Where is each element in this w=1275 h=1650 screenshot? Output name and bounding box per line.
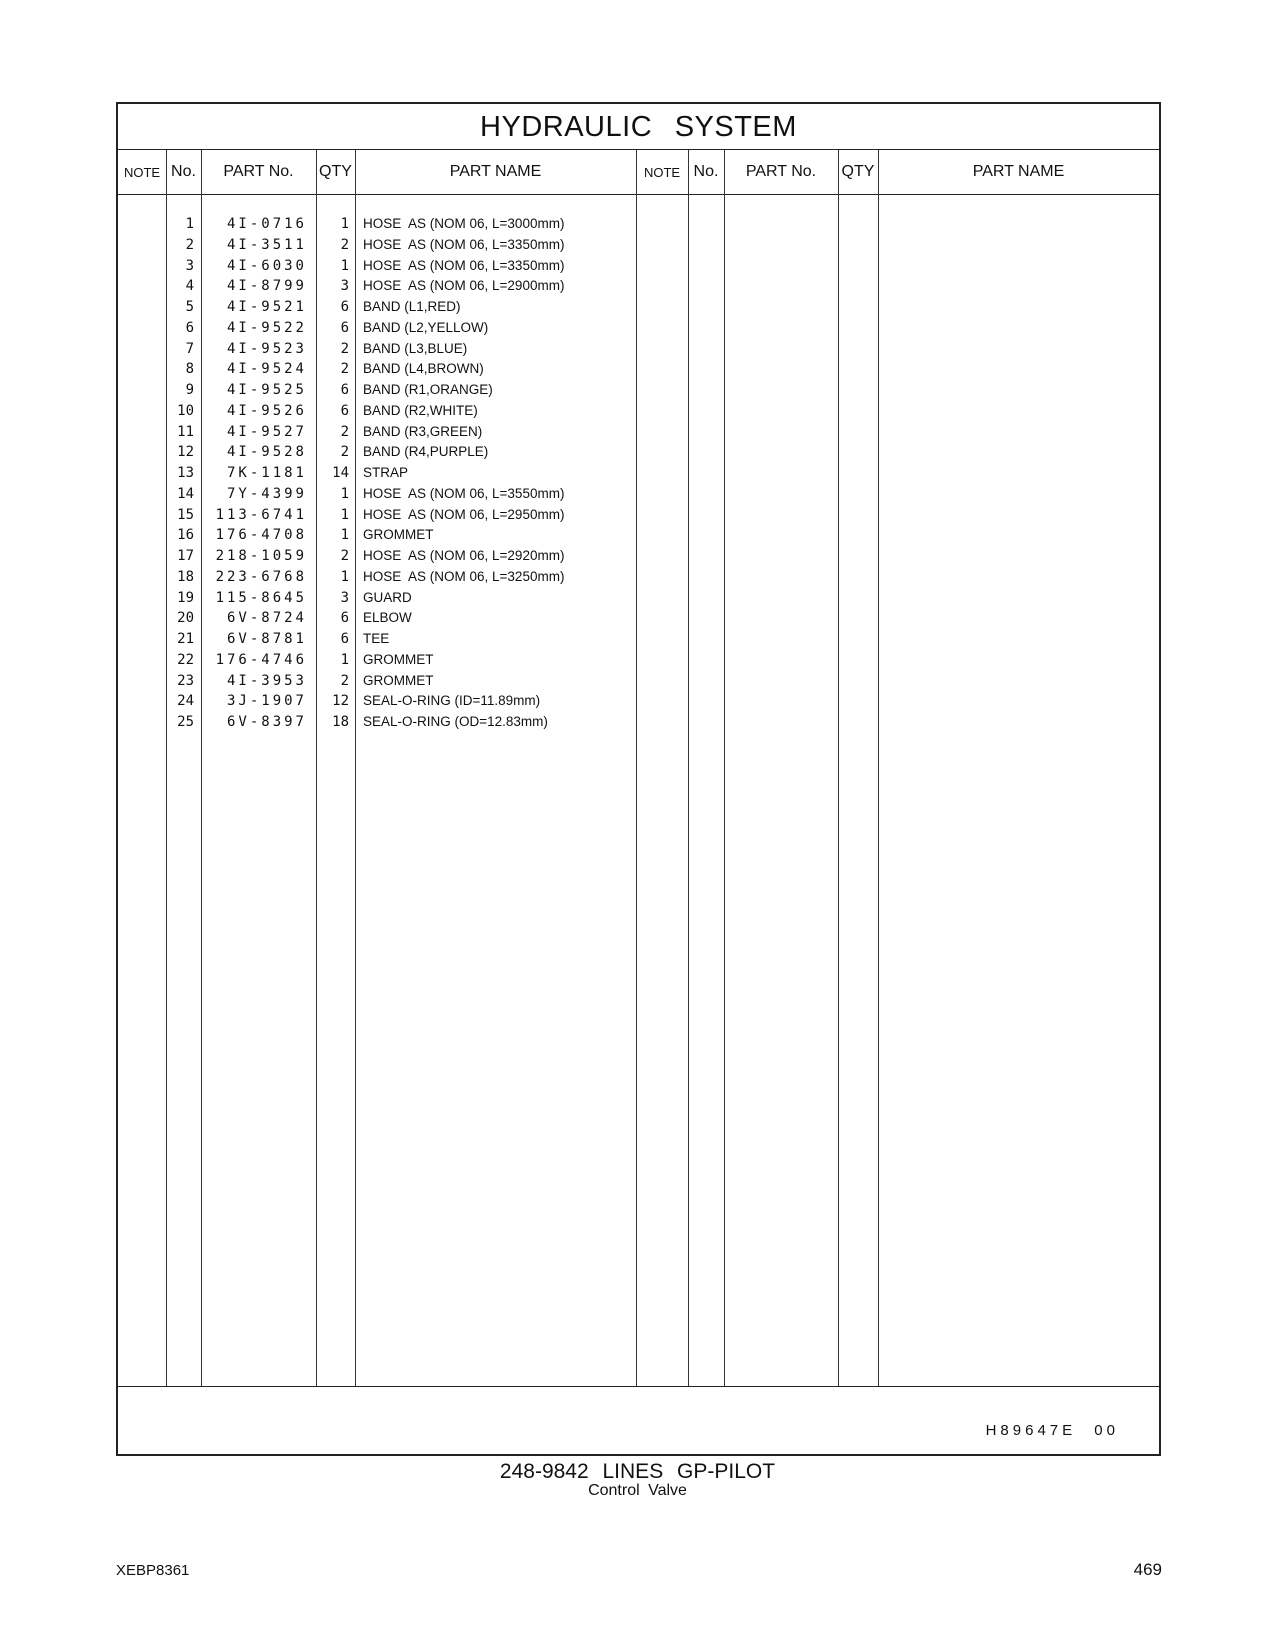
quantity: 18 xyxy=(332,714,349,730)
part-name: SEAL-O-RING (ID=11.89mm) xyxy=(363,693,541,709)
part-number: 113-6741 xyxy=(215,506,307,523)
column-divider xyxy=(878,150,879,1386)
part-number: 4I-3953 xyxy=(226,672,307,689)
item-number: 7 xyxy=(185,340,194,357)
item-number: 13 xyxy=(177,465,194,481)
quantity: 2 xyxy=(340,548,349,564)
column-divider xyxy=(688,150,689,1386)
parts-table-frame xyxy=(116,102,1161,1456)
col-header-note: NOTE xyxy=(123,164,161,180)
group-title: 248-9842 LINES GP-PILOT xyxy=(499,1460,776,1483)
item-number: 5 xyxy=(185,299,194,315)
part-name: GROMMET xyxy=(363,672,434,688)
item-number: 20 xyxy=(177,610,194,627)
part-name: BAND (R2,WHITE) xyxy=(363,402,478,418)
part-name: BAND (L3,BLUE) xyxy=(363,340,468,356)
item-number: 14 xyxy=(177,485,194,502)
column-divider xyxy=(838,150,839,1386)
part-name: HOSE AS (NOM 06, L=2900mm) xyxy=(363,278,565,294)
item-number: 23 xyxy=(177,672,194,689)
part-name: HOSE AS (NOM 06, L=3250mm) xyxy=(363,568,565,584)
quantity: 1 xyxy=(340,568,349,585)
item-number: 19 xyxy=(177,589,194,606)
col-header-part-name: PART NAME xyxy=(449,163,542,180)
part-name: HOSE AS (NOM 06, L=3550mm) xyxy=(363,485,565,501)
part-number: 4I-8799 xyxy=(226,278,307,295)
item-number: 1 xyxy=(185,216,194,232)
item-number: 2 xyxy=(185,236,194,253)
part-number: 4I-9526 xyxy=(226,402,307,419)
part-number: 6V-8724 xyxy=(226,610,307,627)
part-name: ELBOW xyxy=(363,610,412,626)
quantity: 1 xyxy=(340,506,349,523)
part-name: HOSE AS (NOM 06, L=3350mm) xyxy=(363,236,565,252)
part-number: 176-4708 xyxy=(215,527,307,544)
item-number: 22 xyxy=(177,651,194,668)
col-header-part-no: PART No. xyxy=(223,163,294,180)
part-number: 4I-6030 xyxy=(226,257,307,274)
part-number: 4I-9524 xyxy=(226,361,307,378)
part-number: 7K-1181 xyxy=(226,465,307,481)
quantity: 14 xyxy=(332,465,349,481)
col-header-qty: QTY xyxy=(319,163,352,180)
item-number: 12 xyxy=(177,444,194,461)
part-name: GROMMET xyxy=(363,651,434,667)
quantity: 1 xyxy=(340,485,349,502)
quantity: 2 xyxy=(340,236,349,253)
quantity: 6 xyxy=(340,610,349,627)
part-number: 3J-1907 xyxy=(226,693,307,710)
part-name: BAND (L1,RED) xyxy=(363,299,461,314)
quantity: 1 xyxy=(340,216,349,232)
part-name: BAND (R3,GREEN) xyxy=(363,423,483,439)
item-number: 18 xyxy=(177,568,194,585)
drawing-code: H89647E 00 xyxy=(985,1422,1119,1439)
quantity: 6 xyxy=(340,402,349,419)
part-number: 4I-0716 xyxy=(226,216,307,232)
col-header-part-name-right: PART NAME xyxy=(972,163,1065,180)
quantity: 1 xyxy=(340,257,349,274)
part-number: 115-8645 xyxy=(215,589,307,606)
quantity: 2 xyxy=(340,361,349,378)
part-name: GROMMET xyxy=(363,527,434,543)
part-number: 4I-9521 xyxy=(226,299,307,315)
part-number: 4I-9527 xyxy=(226,423,307,440)
col-header-no: No. xyxy=(171,163,196,180)
part-number: 7Y-4399 xyxy=(226,485,307,502)
quantity: 6 xyxy=(340,631,349,647)
item-number: 16 xyxy=(177,527,194,544)
quantity: 2 xyxy=(340,444,349,461)
table-bottom-divider xyxy=(118,1386,1159,1387)
quantity: 2 xyxy=(340,340,349,357)
item-number: 4 xyxy=(185,278,194,295)
col-header-no-right: No. xyxy=(693,163,719,180)
item-number: 25 xyxy=(177,714,194,730)
part-number: 4I-3511 xyxy=(226,236,307,253)
part-number: 6V-8397 xyxy=(226,714,307,730)
quantity: 2 xyxy=(340,423,349,440)
part-number: 223-6768 xyxy=(215,568,307,585)
page-number: 469 xyxy=(1133,1560,1162,1579)
part-number: 4I-9528 xyxy=(226,444,307,461)
part-name: BAND (L2,YELLOW) xyxy=(363,319,489,335)
part-name: BAND (R4,PURPLE) xyxy=(363,444,489,460)
part-number: 4I-9523 xyxy=(226,340,307,357)
item-number: 10 xyxy=(177,402,194,419)
item-number: 24 xyxy=(177,693,194,710)
item-number: 9 xyxy=(185,382,194,398)
item-number: 15 xyxy=(177,506,194,523)
part-name: STRAP xyxy=(363,465,409,480)
group-subtitle: Control Valve xyxy=(588,1482,687,1499)
quantity: 1 xyxy=(340,651,349,668)
section-title: HYDRAULIC SYSTEM xyxy=(118,104,1159,150)
quantity: 6 xyxy=(340,382,349,398)
part-name: HOSE AS (NOM 06, L=2950mm) xyxy=(363,506,565,522)
quantity: 1 xyxy=(340,527,349,544)
part-number: 4I-9525 xyxy=(226,382,307,398)
item-number: 17 xyxy=(177,548,194,564)
item-number: 21 xyxy=(177,631,194,647)
col-header-note-right: NOTE xyxy=(643,164,681,180)
quantity: 12 xyxy=(332,693,349,710)
part-name: TEE xyxy=(363,631,390,646)
quantity: 6 xyxy=(340,299,349,315)
quantity: 3 xyxy=(340,278,349,295)
item-number: 6 xyxy=(185,319,194,336)
part-name: HOSE AS (NOM 06, L=3000mm) xyxy=(363,216,565,231)
part-name: HOSE AS (NOM 06, L=2920mm) xyxy=(363,548,565,563)
quantity: 3 xyxy=(340,589,349,606)
document-id: XEBP8361 xyxy=(116,1562,190,1579)
col-header-qty-right: QTY xyxy=(841,163,875,180)
part-number: 176-4746 xyxy=(215,651,307,668)
column-divider xyxy=(636,150,637,1386)
item-number: 8 xyxy=(185,361,194,378)
quantity: 6 xyxy=(340,319,349,336)
header-divider xyxy=(118,194,1159,195)
quantity: 2 xyxy=(340,672,349,689)
part-name: HOSE AS (NOM 06, L=3350mm) xyxy=(363,257,565,273)
part-number: 4I-9522 xyxy=(226,319,307,336)
part-name: SEAL-O-RING (OD=12.83mm) xyxy=(363,714,548,729)
part-number: 6V-8781 xyxy=(226,631,307,647)
part-name: GUARD xyxy=(363,589,412,605)
part-name: BAND (R1,ORANGE) xyxy=(363,382,493,397)
column-divider xyxy=(724,150,725,1386)
part-number: 218-1059 xyxy=(215,548,307,564)
item-number: 11 xyxy=(177,423,194,440)
part-name: BAND (L4,BROWN) xyxy=(363,361,484,377)
col-header-part-no-right: PART No. xyxy=(745,163,817,180)
item-number: 3 xyxy=(185,257,194,274)
column-divider xyxy=(355,150,356,1386)
